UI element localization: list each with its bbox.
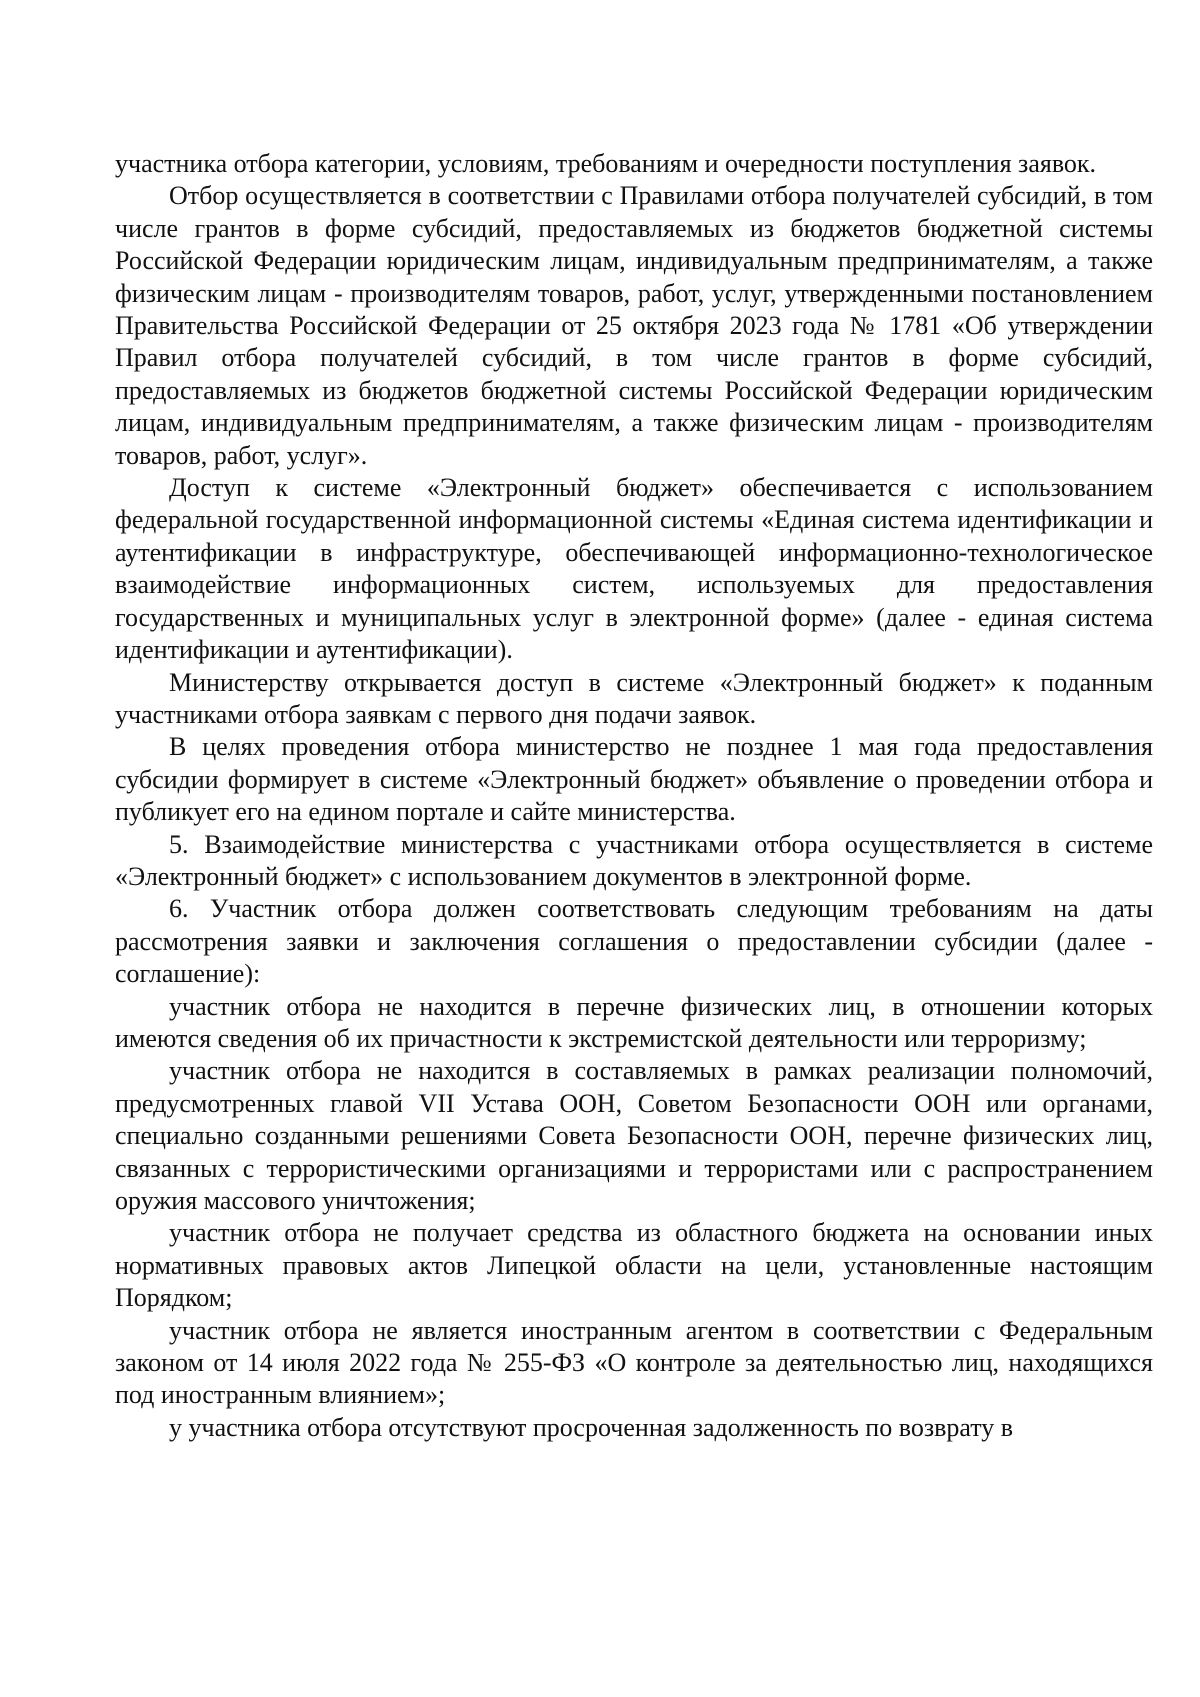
paragraph-continuation: участника отбора категории, условиям, требованиям и очередности поступления заявок. (115, 149, 1097, 178)
paragraph-requirement-un-list: участник отбора не находится в составляемых в рамках реализации полномочий, предусмотренных главой VII Устава ООН, Советом Безопасности ООН или органами, специально созданными решениями Совета Безопасности ООН, перечне физических лиц, связанных с террористическими организациями и террористами или с распространением оружия массового уничтожения; (115, 1056, 1153, 1215)
paragraph-ministry-access: Министерству открывается доступ в системе «Электронный бюджет» к поданным участниками отбора заявкам с первого дня подачи заявок. (115, 667, 1153, 729)
paragraph-announcement: В целях проведения отбора министерство не позднее 1 мая года предоставления субсидии формирует в системе «Электронный бюджет» объявление о проведении отбора и публикует его на едином портале и сайте министерства. (115, 732, 1153, 827)
paragraph-item-6: 6. Участник отбора должен соответствовать следующим требованиям на даты рассмотрения заявки и заключения соглашения о предоставлении субсидии (далее - соглашение): (115, 894, 1153, 989)
paragraph-selection-rules: Отбор осуществляется в соответствии с Правилами отбора получателей субсидий, в том числе грантов в форме субсидий, предоставляемых из бюджетов бюджетной системы Российской Федерации юридическим лицам, индивидуальным предпринимателям, а также физическим лицам - производителям товаров, работ, услуг, утвержденными постановлением Правительства Российской Федерации от 25 октября 2023 года № 1781 «Об утверждении Правил отбора получателей субсидий, в том числе грантов в форме субсидий, предоставляемых из бюджетов бюджетной системы Российской Федерации юридическим лицам, индивидуальным предпринимателям, а также физическим лицам - производителям товаров, работ, услуг». (115, 181, 1153, 470)
paragraph-requirement-debt: у участника отбора отсутствуют просроченная задолженность по возврату в (169, 1412, 1014, 1442)
paragraph-item-5: 5. Взаимодействие министерства с участниками отбора осуществляется в системе «Электронный бюджет» с использованием документов в электронной форме. (115, 829, 1153, 891)
paragraph-requirement-foreign-agent: участник отбора не является иностранным агентом в соответствии с Федеральным законом от 14 июля 2022 года № 255-ФЗ «О контроле за деятельностью лиц, находящихся под иностранным влиянием»; (115, 1315, 1153, 1410)
paragraph-requirement-extremism: участник отбора не находится в перечне физических лиц, в отношении которых имеются сведения об их причастности к экстремистской деятельности или терроризму; (115, 991, 1153, 1053)
document-body (115, 148, 1153, 1444)
paragraph-requirement-budget: участник отбора не получает средства из областного бюджета на основании иных нормативных правовых актов Липецкой области на цели, установленные настоящим Порядком; (115, 1218, 1153, 1313)
paragraph-system-access: Доступ к системе «Электронный бюджет» обеспечивается с использованием федеральной государственной информационной системы «Единая система идентификации и аутентификации в инфраструктуре, обеспечивающей информационно-технологическое взаимодействие информационных систем, используемых для предоставления государственных и муниципальных услуг в электронной форме» (далее - единая система идентификации и аутентификации). (115, 473, 1153, 665)
